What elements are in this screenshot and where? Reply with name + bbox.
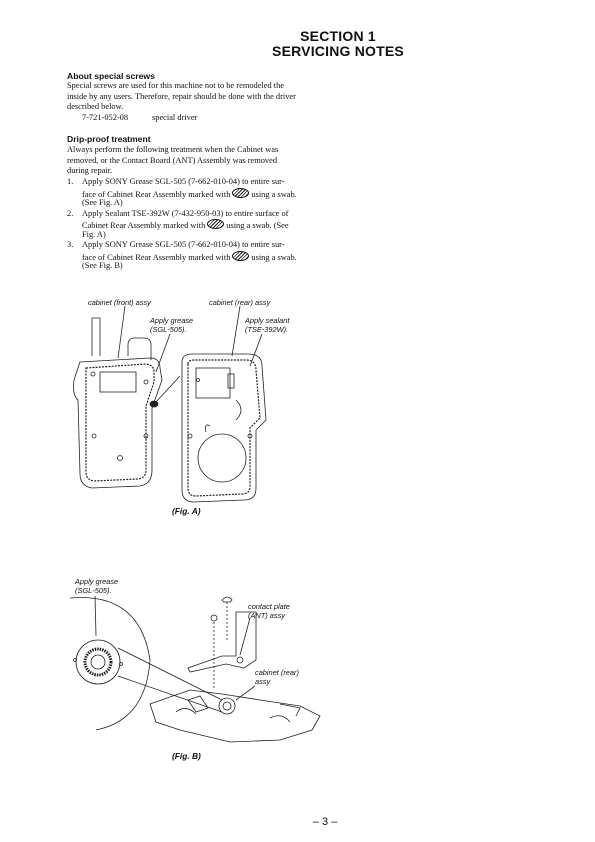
label-contact-plate: contact plate xyxy=(248,602,290,611)
step-text: (See Fig. A) xyxy=(82,198,123,207)
step-number: 3. xyxy=(67,240,74,249)
step-number: 2. xyxy=(67,208,74,218)
drip-proof-line: removed, or the Contact Board (ANT) Assembly was removed xyxy=(67,155,278,165)
step-text: (See Fig. B) xyxy=(82,261,123,270)
step-number: 1. xyxy=(67,177,74,186)
label-sealant-code: (TSE-392W). xyxy=(245,325,289,334)
drip-proof-line: during repair. xyxy=(67,166,113,175)
special-screws-line: described below. xyxy=(67,102,124,111)
step-text: Apply SONY Grease SGL-505 (7-662-010-04) to entire sur- xyxy=(82,240,285,249)
step-text: Cabinet Rear Assembly marked with using a swab. (See xyxy=(82,221,289,230)
label-grease-code-b: (SGL-505). xyxy=(75,586,112,595)
step-text: Fig. A) xyxy=(82,229,106,239)
section-title: SERVICING NOTES xyxy=(272,43,404,59)
label-apply-grease: Apply grease xyxy=(150,316,194,325)
driver-part-number: 7-721-052-08 xyxy=(82,113,129,122)
page-number: – 3 – xyxy=(312,816,338,828)
drip-proof-line: Always perform the following treatment when the Cabinet was xyxy=(67,145,279,154)
driver-part-name: special driver xyxy=(152,113,198,122)
step-text: face of Cabinet Rear Assembly marked with using a swab. xyxy=(82,189,297,199)
section-number: SECTION 1 xyxy=(300,28,376,44)
label-apply-sealant: Apply sealant xyxy=(245,316,290,325)
special-screws-line: inside by any users. Therefore, repair should be done with the driver xyxy=(67,91,296,101)
drip-proof-heading: Drip-proof treatment xyxy=(67,134,151,144)
label-cabinet-front: cabinet (front) assy xyxy=(88,298,151,307)
step-text: face of Cabinet Rear Assembly marked with using a swab. xyxy=(82,252,297,262)
figure-b-caption: (Fig. B) xyxy=(172,751,201,761)
label-contact-plate-ant: (ANT) assy xyxy=(248,611,285,620)
special-screws-line: Special screws are used for this machine not to be remodeled the xyxy=(67,81,284,90)
label-grease-code: (SGL-505). xyxy=(150,325,187,334)
step-text: Apply Sealant TSE-392W (7-432-950-03) to entire surface of xyxy=(82,208,289,218)
label-cabinet-rear-b: cabinet (rear) xyxy=(255,668,299,677)
label-cabinet-rear-assy-b: assy xyxy=(255,677,271,686)
figure-a-caption: (Fig. A) xyxy=(172,506,201,516)
label-apply-grease-b: Apply grease xyxy=(75,577,119,586)
step-text: Apply SONY Grease SGL-505 (7-662-010-04) to entire sur- xyxy=(82,177,285,186)
label-cabinet-rear: cabinet (rear) assy xyxy=(209,298,271,307)
special-screws-heading: About special screws xyxy=(67,71,155,81)
